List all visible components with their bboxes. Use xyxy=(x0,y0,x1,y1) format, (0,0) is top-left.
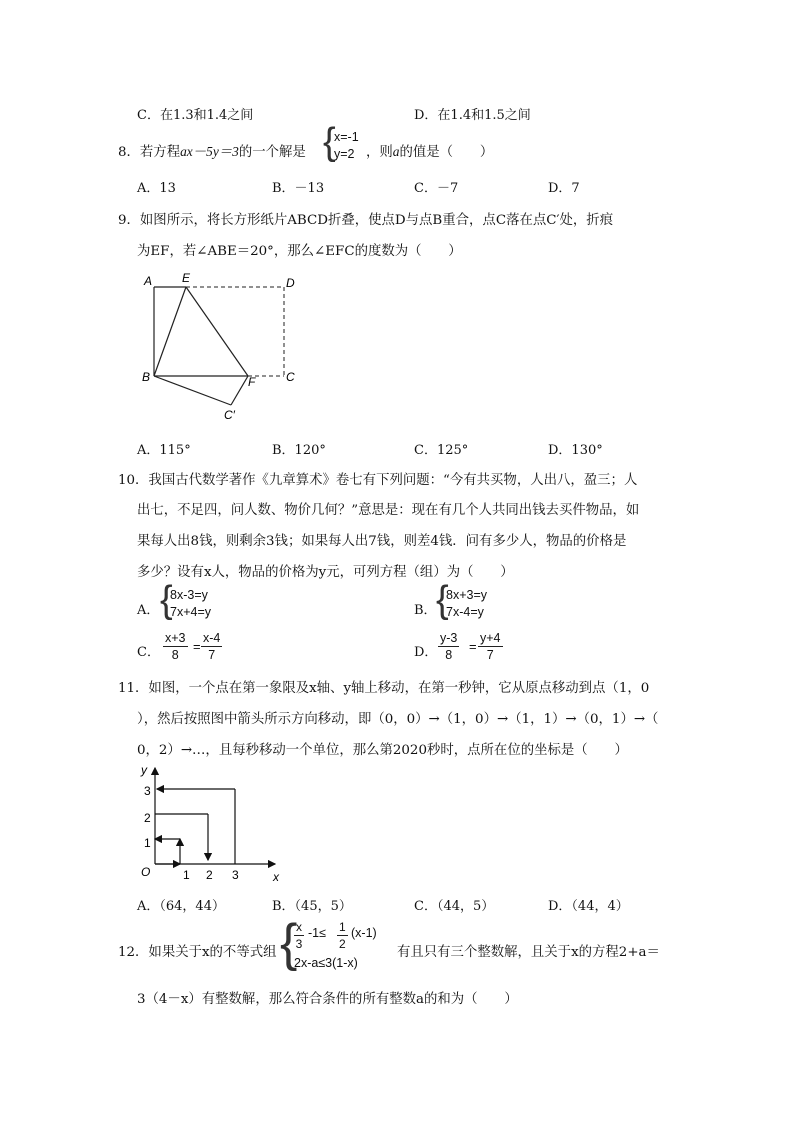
q10-line2: 出七，不足四，问人数、物价几何？”意思是：现在有几个人共同出钱去买件物品，如 xyxy=(137,503,640,518)
q12-inequality-2: 2x-a≤3(1-x) xyxy=(294,956,358,970)
q9-line1: 9．如图所示，将长方形纸片ABCD折叠，使点D与点B重合，点C落在点C′处，折痕 xyxy=(118,213,614,228)
q10-option-a-label: A． xyxy=(137,603,160,618)
q9-option-d: D．130° xyxy=(548,443,603,458)
q8-stem-tail: ，则a的值是（ ） xyxy=(366,144,494,160)
q9-label-e: E xyxy=(182,271,191,285)
q11-figure xyxy=(135,760,285,885)
q10-option-a-brace: { xyxy=(160,579,173,621)
q12-stem-b: 有且只有三个整数解，且关于x的方程2+a＝ xyxy=(397,945,660,960)
q10-option-c-equals: = xyxy=(193,639,201,654)
q9-label-c: C xyxy=(286,370,295,384)
q8-option-c: C．－7 xyxy=(414,181,459,196)
q11-option-a: A．（64，44） xyxy=(137,899,225,914)
q9-label-c-prime: C′ xyxy=(224,408,235,422)
q9-label-a: A xyxy=(144,274,153,288)
q10-option-d-equals: = xyxy=(469,639,477,654)
q12-line2: 3（4－x）有整数解，那么符合条件的所有整数a的和为（ ） xyxy=(137,992,518,1007)
q12-brace: { xyxy=(280,914,298,972)
q12-frac-half: $\frac{1}{2}$ xyxy=(339,920,346,951)
q11-option-b: B．（45，5） xyxy=(272,899,352,914)
q10-option-b-brace: { xyxy=(436,579,449,621)
q11-origin: O xyxy=(141,865,151,879)
q10-option-d-label: D． xyxy=(414,645,438,660)
q11-tick-y1: 1 xyxy=(144,836,151,850)
q9-option-a: A．115° xyxy=(137,443,191,458)
q9-label-d: D xyxy=(286,276,295,290)
q10-line4: 多少？设有x人，物品的价格为y元，可列方程（组）为（ ） xyxy=(137,565,514,580)
q11-line2: ），然后按照图中箭头所示方向移动，即（0，0）→（1，0）→（1，1）→（0，1）→（ xyxy=(137,712,659,727)
q10-option-b-system: 8x+3=y 7x-4=y xyxy=(446,588,488,619)
q9-option-b: B．120° xyxy=(272,443,326,458)
q12-stem-a: 12．如果关于x的不等式组 xyxy=(118,945,277,960)
q11-axis-y: y xyxy=(141,763,147,777)
q11-axis-x: x xyxy=(273,870,279,884)
q8-system: x=-1 y=2 xyxy=(334,130,359,161)
q8-brace: { xyxy=(323,121,336,163)
q9-label-b: B xyxy=(142,370,151,384)
q9-figure xyxy=(138,268,308,428)
q10-line1: 10．我国古代数学著作《九章算术》卷七有下列问题：“今有共买物，人出八，盈三；人 xyxy=(118,473,638,488)
q10-option-d-frac1: $\frac{y-3}{8}$ xyxy=(440,631,458,662)
q10-option-a-system: 8x-3=y 7x+4=y xyxy=(170,588,212,619)
q8-option-b: B．－13 xyxy=(272,181,325,196)
q9-label-f: F xyxy=(248,375,256,389)
q8-option-a: A．13 xyxy=(137,181,176,196)
q11-tick-y3: 3 xyxy=(144,784,151,798)
q11-tick-x3: 3 xyxy=(232,868,239,882)
q11-tick-x1: 1 xyxy=(183,868,190,882)
q11-tick-x2: 2 xyxy=(206,868,213,882)
q12-ineq1-end: (x-1) xyxy=(351,926,377,940)
q9-option-c: C．125° xyxy=(414,443,469,458)
q10-option-d-frac2: $\frac{y+4}{7}$ xyxy=(480,631,501,662)
q10-option-c-label: C． xyxy=(137,645,160,660)
q10-option-c-frac2: $\frac{x-4}{7}$ xyxy=(203,631,221,662)
q11-tick-y2: 2 xyxy=(144,811,151,825)
q11-line3: 0，2）→…，且每秒移动一个单位，那么第2020秒时，点所在位的坐标是（ ） xyxy=(137,743,628,758)
q7-option-c: C．在1.3和1.4之间 xyxy=(137,108,254,123)
q11-line1: 11．如图，一个点在第一象限及x轴、y轴上移动，在第一秒钟，它从原点移动到点（1，0 xyxy=(118,681,650,696)
q7-option-d: D．在1.4和1.5之间 xyxy=(414,108,531,123)
q12-ineq1-mid: -1≤ xyxy=(308,926,326,940)
q10-line3: 果每人出8钱，则剩余3钱；如果每人出7钱，则差4钱．问有多少人，物品的价格是 xyxy=(137,534,627,549)
q10-option-c-frac1: $\frac{x+3}{8}$ xyxy=(165,631,186,662)
q10-option-b-label: B． xyxy=(414,603,437,618)
q11-option-c: C．（44，5） xyxy=(414,899,495,914)
q11-option-d: D．（44，4） xyxy=(548,899,629,914)
q12-frac-x3: $\frac{x}{3}$ xyxy=(295,920,303,951)
q8-option-d: D．7 xyxy=(548,181,580,196)
q8-stem: 8．若方程ax－5y＝3的一个解是 xyxy=(118,144,306,160)
q9-line2: 为EF，若∠ABE＝20°，那么∠EFC的度数为（ ） xyxy=(137,244,462,259)
